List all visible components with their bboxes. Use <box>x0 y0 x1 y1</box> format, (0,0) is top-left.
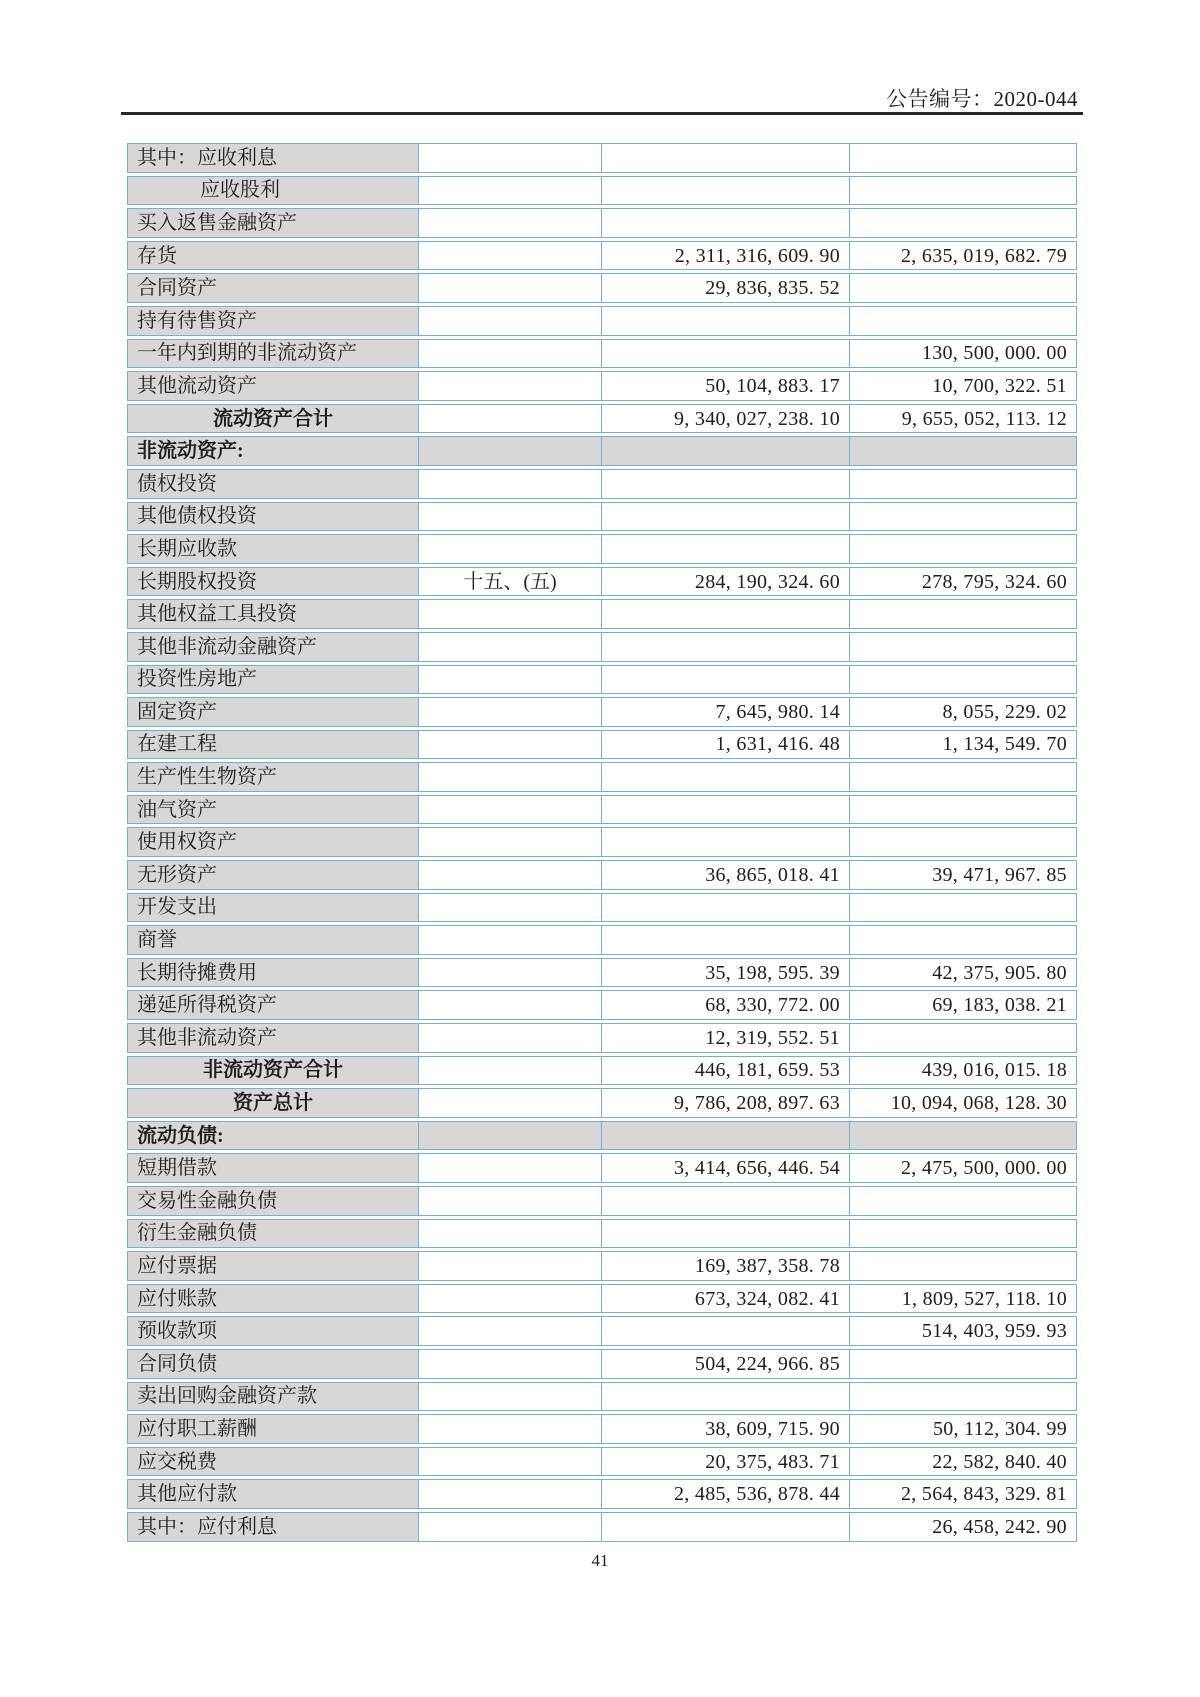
row-amount-col2 <box>849 926 1076 954</box>
row-amount-col1 <box>601 1383 849 1411</box>
row-label: 持有待售资产 <box>128 307 418 335</box>
table-row <box>127 1479 1077 1509</box>
row-label: 其中：应收利息 <box>128 144 418 172</box>
row-amount-col2: 22, 582, 840. 40 <box>849 1448 1076 1476</box>
row-label: 其他权益工具投资 <box>128 600 418 628</box>
row-amount-col2: 439, 016, 015. 18 <box>849 1057 1076 1085</box>
row-amount-col2: 278, 795, 324. 60 <box>849 568 1076 596</box>
row-label: 流动负债: <box>128 1122 418 1150</box>
row-amount-col2: 2, 635, 019, 682. 79 <box>849 242 1076 270</box>
table-row <box>127 1382 1077 1412</box>
row-amount-col1: 169, 387, 358. 78 <box>601 1252 849 1280</box>
row-note <box>418 1220 601 1248</box>
row-note <box>418 1350 601 1378</box>
row-amount-col1: 7, 645, 980. 14 <box>601 698 849 726</box>
row-amount-col2: 39, 471, 967. 85 <box>849 861 1076 889</box>
row-amount-col1 <box>601 1220 849 1248</box>
row-amount-col1: 1, 631, 416. 48 <box>601 731 849 759</box>
row-label: 债权投资 <box>128 470 418 498</box>
table-row <box>127 1153 1077 1183</box>
header-rule <box>121 112 1083 115</box>
row-note <box>418 1513 601 1541</box>
row-note <box>418 1285 601 1313</box>
table-row <box>127 1088 1077 1118</box>
row-amount-col1: 2, 311, 316, 609. 90 <box>601 242 849 270</box>
page-number: 41 <box>591 1551 609 1570</box>
row-amount-col1 <box>601 796 849 824</box>
table-row <box>127 1023 1077 1053</box>
row-label: 短期借款 <box>128 1154 418 1182</box>
row-amount-col1: 35, 198, 595. 39 <box>601 959 849 987</box>
row-note <box>418 991 601 1019</box>
row-amount-col1 <box>601 600 849 628</box>
row-note <box>418 1122 601 1150</box>
row-amount-col1: 68, 330, 772. 00 <box>601 991 849 1019</box>
table-row <box>127 176 1077 206</box>
row-amount-col1 <box>601 894 849 922</box>
row-amount-col2 <box>849 1187 1076 1215</box>
row-note <box>418 1089 601 1117</box>
row-note <box>418 274 601 302</box>
row-note <box>418 242 601 270</box>
row-amount-col1 <box>601 535 849 563</box>
row-label: 商誉 <box>128 926 418 954</box>
row-amount-col1 <box>601 177 849 205</box>
row-amount-col1 <box>601 209 849 237</box>
row-amount-col1: 29, 836, 835. 52 <box>601 274 849 302</box>
table-row <box>127 599 1077 629</box>
row-note <box>418 307 601 335</box>
row-amount-col2 <box>849 633 1076 661</box>
row-label: 应付职工薪酬 <box>128 1415 418 1443</box>
table-row <box>127 241 1077 271</box>
table-row <box>127 306 1077 336</box>
row-note <box>418 1317 601 1345</box>
row-amount-col2 <box>849 1024 1076 1052</box>
row-label: 合同负债 <box>128 1350 418 1378</box>
table-row <box>127 208 1077 238</box>
row-amount-col1: 673, 324, 082. 41 <box>601 1285 849 1313</box>
row-label: 其他应付款 <box>128 1480 418 1508</box>
table-row <box>127 1414 1077 1444</box>
announcement-number: 公告编号：2020-044 <box>886 87 1078 111</box>
row-amount-col1 <box>601 144 849 172</box>
row-amount-col2: 130, 500, 000. 00 <box>849 340 1076 368</box>
table-row <box>127 1284 1077 1314</box>
row-amount-col2: 10, 700, 322. 51 <box>849 372 1076 400</box>
row-label: 在建工程 <box>128 731 418 759</box>
row-amount-col2: 1, 134, 549. 70 <box>849 731 1076 759</box>
table-row <box>127 1316 1077 1346</box>
row-label: 其他流动资产 <box>128 372 418 400</box>
row-amount-col2: 2, 475, 500, 000. 00 <box>849 1154 1076 1182</box>
table-row <box>127 1512 1077 1542</box>
row-label: 流动资产合计 <box>128 405 418 433</box>
row-note <box>418 1187 601 1215</box>
row-note <box>418 731 601 759</box>
table-row <box>127 436 1077 466</box>
row-amount-col1: 12, 319, 552. 51 <box>601 1024 849 1052</box>
row-note <box>418 600 601 628</box>
row-amount-col2 <box>849 535 1076 563</box>
table-row <box>127 1251 1077 1281</box>
row-label: 应收股利 <box>128 177 418 205</box>
row-amount-col2 <box>849 1122 1076 1150</box>
row-amount-col1: 9, 340, 027, 238. 10 <box>601 405 849 433</box>
row-amount-col2 <box>849 1383 1076 1411</box>
row-label: 固定资产 <box>128 698 418 726</box>
table-row <box>127 143 1077 173</box>
row-note <box>418 1024 601 1052</box>
row-label: 开发支出 <box>128 894 418 922</box>
row-label: 其他非流动资产 <box>128 1024 418 1052</box>
row-amount-col1: 446, 181, 659. 53 <box>601 1057 849 1085</box>
row-label: 资产总计 <box>128 1089 418 1117</box>
row-amount-col1 <box>601 437 849 465</box>
row-amount-col2 <box>849 307 1076 335</box>
row-amount-col2 <box>849 177 1076 205</box>
row-note <box>418 340 601 368</box>
row-note <box>418 1057 601 1085</box>
row-amount-col1 <box>601 307 849 335</box>
table-row <box>127 502 1077 532</box>
row-label: 非流动资产: <box>128 437 418 465</box>
row-amount-col1: 36, 865, 018. 41 <box>601 861 849 889</box>
table-row <box>127 567 1077 597</box>
row-amount-col2 <box>849 1350 1076 1378</box>
table-row <box>127 925 1077 955</box>
table-row <box>127 632 1077 662</box>
table-row <box>127 1121 1077 1151</box>
table-row <box>127 795 1077 825</box>
table-row <box>127 665 1077 695</box>
row-amount-col1 <box>601 633 849 661</box>
table-row <box>127 1056 1077 1086</box>
row-label: 存货 <box>128 242 418 270</box>
table-row <box>127 762 1077 792</box>
row-amount-col2 <box>849 666 1076 694</box>
row-label: 递延所得税资产 <box>128 991 418 1019</box>
row-note <box>418 828 601 856</box>
row-label: 油气资产 <box>128 796 418 824</box>
balance-sheet-table <box>127 143 1077 1542</box>
row-note <box>418 763 601 791</box>
row-amount-col2: 69, 183, 038. 21 <box>849 991 1076 1019</box>
row-amount-col1 <box>601 1513 849 1541</box>
table-row <box>127 339 1077 369</box>
row-label: 其中：应付利息 <box>128 1513 418 1541</box>
row-note <box>418 1383 601 1411</box>
row-note <box>418 796 601 824</box>
row-amount-col1 <box>601 1122 849 1150</box>
row-amount-col1: 284, 190, 324. 60 <box>601 568 849 596</box>
row-label: 使用权资产 <box>128 828 418 856</box>
row-note <box>418 861 601 889</box>
table-row <box>127 990 1077 1020</box>
row-note <box>418 1154 601 1182</box>
table-row <box>127 273 1077 303</box>
row-note <box>418 177 601 205</box>
row-amount-col2: 1, 809, 527, 118. 10 <box>849 1285 1076 1313</box>
row-label: 应交税费 <box>128 1448 418 1476</box>
row-note <box>418 405 601 433</box>
row-label: 应付账款 <box>128 1285 418 1313</box>
row-amount-col2 <box>849 763 1076 791</box>
row-note <box>418 535 601 563</box>
table-row <box>127 404 1077 434</box>
row-label: 投资性房地产 <box>128 666 418 694</box>
row-amount-col1 <box>601 763 849 791</box>
row-label: 一年内到期的非流动资产 <box>128 340 418 368</box>
row-amount-col2: 42, 375, 905. 80 <box>849 959 1076 987</box>
row-note <box>418 144 601 172</box>
row-amount-col2: 514, 403, 959. 93 <box>849 1317 1076 1345</box>
row-amount-col2: 10, 094, 068, 128. 30 <box>849 1089 1076 1117</box>
row-amount-col2 <box>849 1220 1076 1248</box>
table-row <box>127 469 1077 499</box>
row-amount-col2 <box>849 437 1076 465</box>
table-row <box>127 1447 1077 1477</box>
row-note <box>418 1480 601 1508</box>
table-row <box>127 893 1077 923</box>
table-row <box>127 534 1077 564</box>
row-label: 长期应收款 <box>128 535 418 563</box>
row-amount-col2 <box>849 144 1076 172</box>
row-label: 其他非流动金融资产 <box>128 633 418 661</box>
row-amount-col1 <box>601 666 849 694</box>
row-amount-col1 <box>601 1187 849 1215</box>
row-amount-col2 <box>849 470 1076 498</box>
row-amount-col1: 20, 375, 483. 71 <box>601 1448 849 1476</box>
table-row <box>127 697 1077 727</box>
row-amount-col2: 8, 055, 229. 02 <box>849 698 1076 726</box>
row-amount-col1: 2, 485, 536, 878. 44 <box>601 1480 849 1508</box>
table-row <box>127 1349 1077 1379</box>
row-amount-col1: 3, 414, 656, 446. 54 <box>601 1154 849 1182</box>
row-amount-col2: 50, 112, 304. 99 <box>849 1415 1076 1443</box>
row-label: 合同资产 <box>128 274 418 302</box>
row-note <box>418 437 601 465</box>
row-note <box>418 959 601 987</box>
row-amount-col2 <box>849 274 1076 302</box>
row-amount-col2 <box>849 1252 1076 1280</box>
row-amount-col1: 50, 104, 883. 17 <box>601 372 849 400</box>
row-note <box>418 1252 601 1280</box>
row-label: 买入返售金融资产 <box>128 209 418 237</box>
row-note <box>418 894 601 922</box>
table-row <box>127 1219 1077 1249</box>
row-label: 卖出回购金融资产款 <box>128 1383 418 1411</box>
row-label: 非流动资产合计 <box>128 1057 418 1085</box>
row-note <box>418 470 601 498</box>
row-amount-col2 <box>849 828 1076 856</box>
table-row <box>127 827 1077 857</box>
row-note <box>418 698 601 726</box>
row-amount-col1 <box>601 1317 849 1345</box>
row-amount-col2: 26, 458, 242. 90 <box>849 1513 1076 1541</box>
row-amount-col1 <box>601 340 849 368</box>
row-note: 十五、(五) <box>418 568 601 596</box>
row-label: 衍生金融负债 <box>128 1220 418 1248</box>
row-amount-col1 <box>601 470 849 498</box>
row-note <box>418 503 601 531</box>
row-amount-col2: 2, 564, 843, 329. 81 <box>849 1480 1076 1508</box>
table-row <box>127 730 1077 760</box>
row-amount-col2 <box>849 600 1076 628</box>
row-amount-col2: 9, 655, 052, 113. 12 <box>849 405 1076 433</box>
row-note <box>418 926 601 954</box>
row-amount-col1 <box>601 926 849 954</box>
row-label: 应付票据 <box>128 1252 418 1280</box>
row-amount-col1: 9, 786, 208, 897. 63 <box>601 1089 849 1117</box>
table-row <box>127 1186 1077 1216</box>
row-note <box>418 372 601 400</box>
row-note <box>418 1448 601 1476</box>
row-label: 无形资产 <box>128 861 418 889</box>
row-note <box>418 1415 601 1443</box>
row-amount-col1 <box>601 503 849 531</box>
row-amount-col2 <box>849 894 1076 922</box>
table-row <box>127 958 1077 988</box>
row-note <box>418 209 601 237</box>
row-label: 长期待摊费用 <box>128 959 418 987</box>
row-amount-col2 <box>849 503 1076 531</box>
row-label: 长期股权投资 <box>128 568 418 596</box>
table-row <box>127 371 1077 401</box>
row-amount-col2 <box>849 796 1076 824</box>
table-row <box>127 860 1077 890</box>
row-amount-col1: 504, 224, 966. 85 <box>601 1350 849 1378</box>
row-amount-col2 <box>849 209 1076 237</box>
row-note <box>418 666 601 694</box>
row-label: 其他债权投资 <box>128 503 418 531</box>
row-label: 生产性生物资产 <box>128 763 418 791</box>
row-note <box>418 633 601 661</box>
row-label: 交易性金融负债 <box>128 1187 418 1215</box>
row-label: 预收款项 <box>128 1317 418 1345</box>
row-amount-col1: 38, 609, 715. 90 <box>601 1415 849 1443</box>
row-amount-col1 <box>601 828 849 856</box>
